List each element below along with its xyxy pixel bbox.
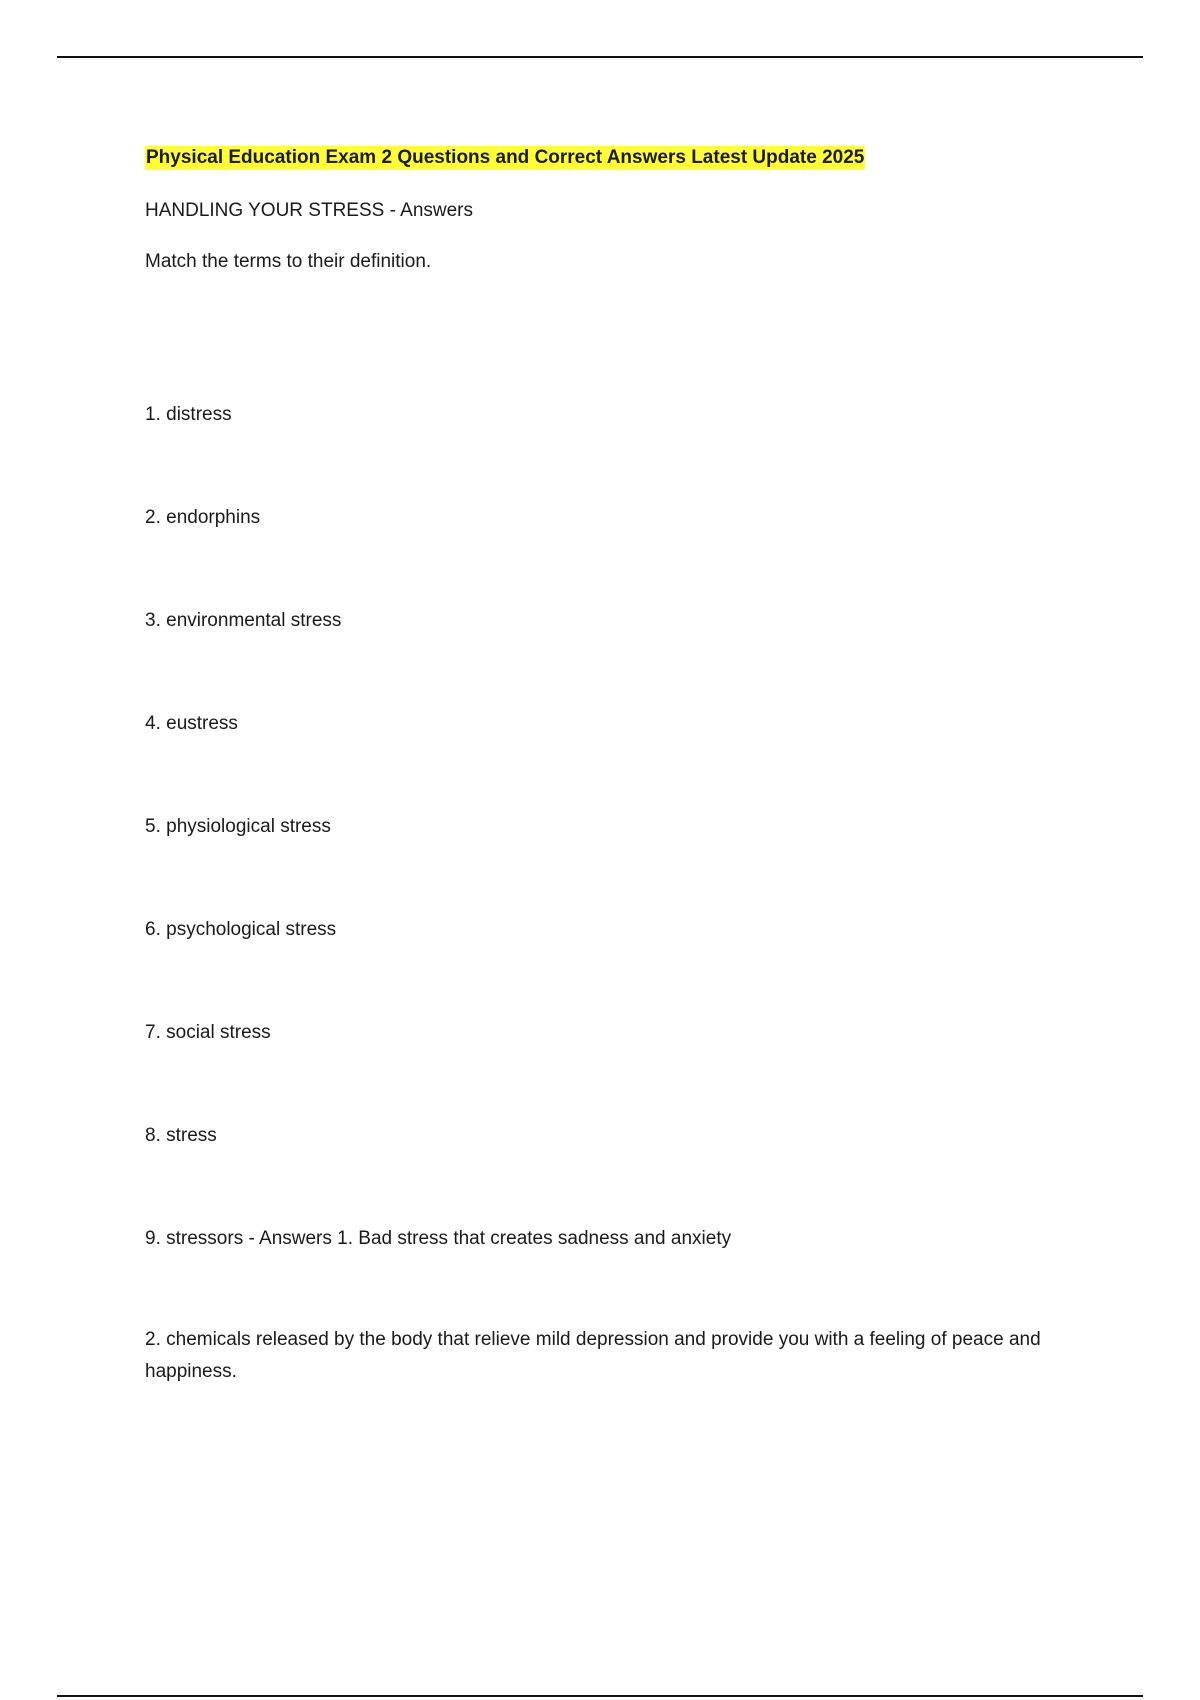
top-rule: [57, 56, 1143, 58]
term-item: 1. distress: [145, 404, 232, 425]
term-item: 7. social stress: [145, 1022, 271, 1043]
term-item: 8. stress: [145, 1125, 217, 1146]
instruction-text: Match the terms to their definition.: [145, 251, 432, 272]
term-item: 4. eustress: [145, 713, 238, 734]
term-item: 3. environmental stress: [145, 610, 342, 631]
bottom-rule: [57, 1695, 1143, 1697]
term-item: 5. physiological stress: [145, 816, 331, 837]
document-title: Physical Education Exam 2 Questions and Correct Answers Latest Update 2025: [146, 147, 865, 168]
answer-paragraph: 2. chemicals released by the body that relieve mild depression and provide you with a feeling of peace and happiness.: [145, 1329, 1041, 1382]
term-item: 9. stressors - Answers 1. Bad stress that creates sadness and anxiety: [145, 1228, 732, 1249]
term-item: 6. psychological stress: [145, 919, 337, 940]
term-item: 2. endorphins: [145, 507, 261, 528]
section-heading: HANDLING YOUR STRESS - Answers: [145, 200, 474, 221]
